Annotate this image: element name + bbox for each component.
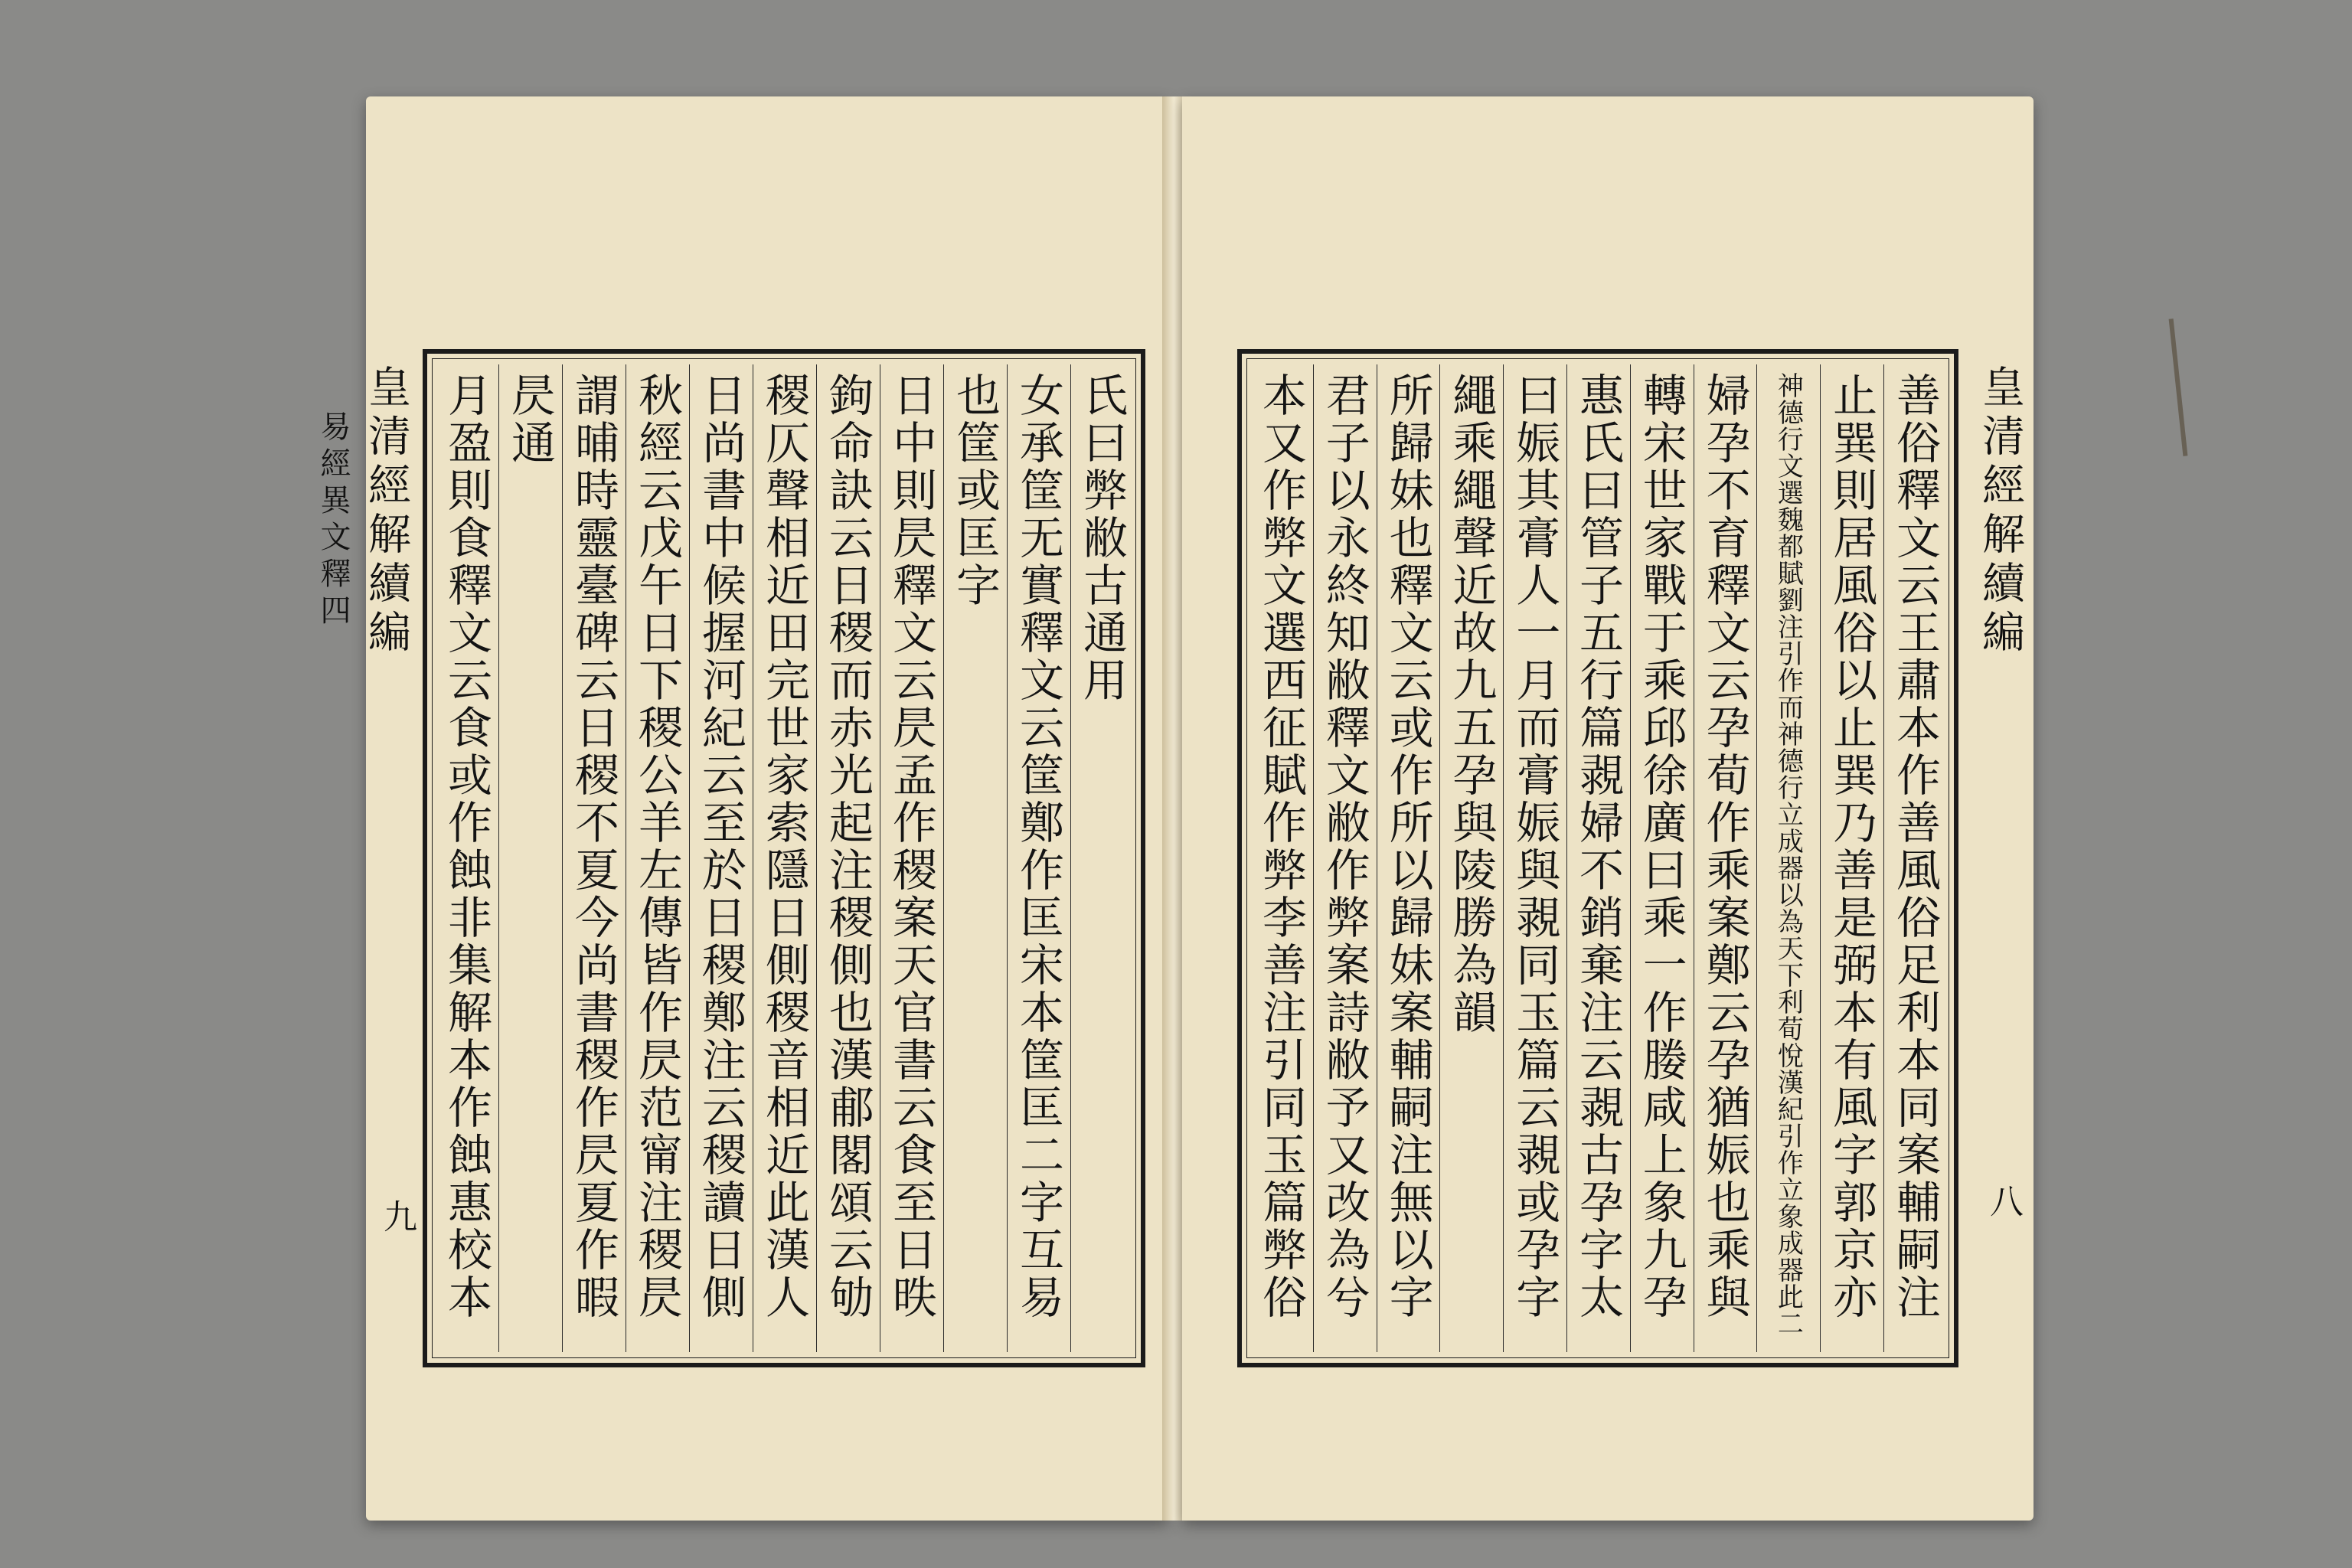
right-folio-number: 八 (1984, 1184, 2023, 1217)
text-column: 女承筐无實釋文云筐鄭作匡宋本筐匡二字互易 (1007, 364, 1070, 1352)
text-column: 轉宋世家戰于乘邱徐廣曰乘一作媵咸上象九孕 (1630, 364, 1693, 1352)
text-column: 日尚書中候握河紀云至於日稷鄭注云稷讀日側 (689, 364, 752, 1352)
text-column (1756, 364, 1819, 1352)
text-column: 繩乘繩聲近故九五孕與陵勝為韻 (1439, 364, 1502, 1352)
page-mark (2169, 318, 2188, 456)
text-column: 婦孕不育釋文云孕荀作乘案鄭云孕猶娠也乘與 (1694, 364, 1756, 1352)
text-column: 昃通 (498, 364, 561, 1352)
text-column: 謂晡時靈臺碑云日稷不夏今尚書稷作昃夏作暇 (562, 364, 625, 1352)
text-column: 所歸妹也釋文云或作所以歸妹案輔嗣注無以字 (1377, 364, 1439, 1352)
right-page (1182, 96, 2034, 1521)
right-columns (1250, 364, 1946, 1352)
text-column: 秋經云戊午日下稷公羊左傳皆作昃范甯注稷昃 (626, 364, 688, 1352)
text-column: 氏曰弊敝古通用 (1070, 364, 1133, 1352)
text-column: 月盈則食釋文云食或作蝕非集解本作蝕惠校本 (440, 372, 492, 1321)
text-column: 君子以永終知敝釋文敝作弊案詩敝予又改為兮 (1313, 364, 1376, 1352)
text-column: 惠氏曰管子五行篇䚄婦不銷棄注云䚄古孕字太 (1566, 364, 1629, 1352)
left-header-title: 皇清經解續編 (361, 364, 411, 658)
left-folio-number: 九 (377, 1199, 416, 1233)
text-column: 稷仄聲相近田完世家索隱日側稷音相近此漢人 (753, 364, 815, 1352)
left-page (315, 96, 1168, 1521)
right-header-title: 皇清經解續編 (1975, 364, 2025, 658)
annotation-text: 神德行文選魏都賦劉注引作而神德行立成器以為天下利荀悅漢紀引作立象成器此二 (1772, 372, 1804, 1337)
text-column: 鉤命訣云日稷而赤光起注稷側也漢郙閣頌云劬 (816, 364, 879, 1352)
text-column: 止巽則居風俗以止巽乃善是弼本有風字郭京亦 (1820, 364, 1883, 1352)
text-column: 本又作弊文選西征賦作弊李善注引同玉篇弊俗 (1255, 372, 1307, 1321)
right-text-frame (1237, 349, 1958, 1367)
left-columns (435, 364, 1133, 1352)
text-column: 善俗釋文云王肅本作善風俗足利本同案輔嗣注 (1883, 364, 1946, 1352)
open-book (315, 96, 2034, 1521)
text-column: 日中則昃釋文云昃孟作稷案天官書云食至日昳 (880, 364, 942, 1352)
text-column: 也筐或匡字 (943, 364, 1006, 1352)
left-text-frame (423, 349, 1145, 1367)
left-section-title: 易經異文釋四 (315, 410, 351, 631)
text-column: 曰娠其膏人一月而膏娠與䚄同玉篇云䚄或孕字 (1503, 364, 1566, 1352)
